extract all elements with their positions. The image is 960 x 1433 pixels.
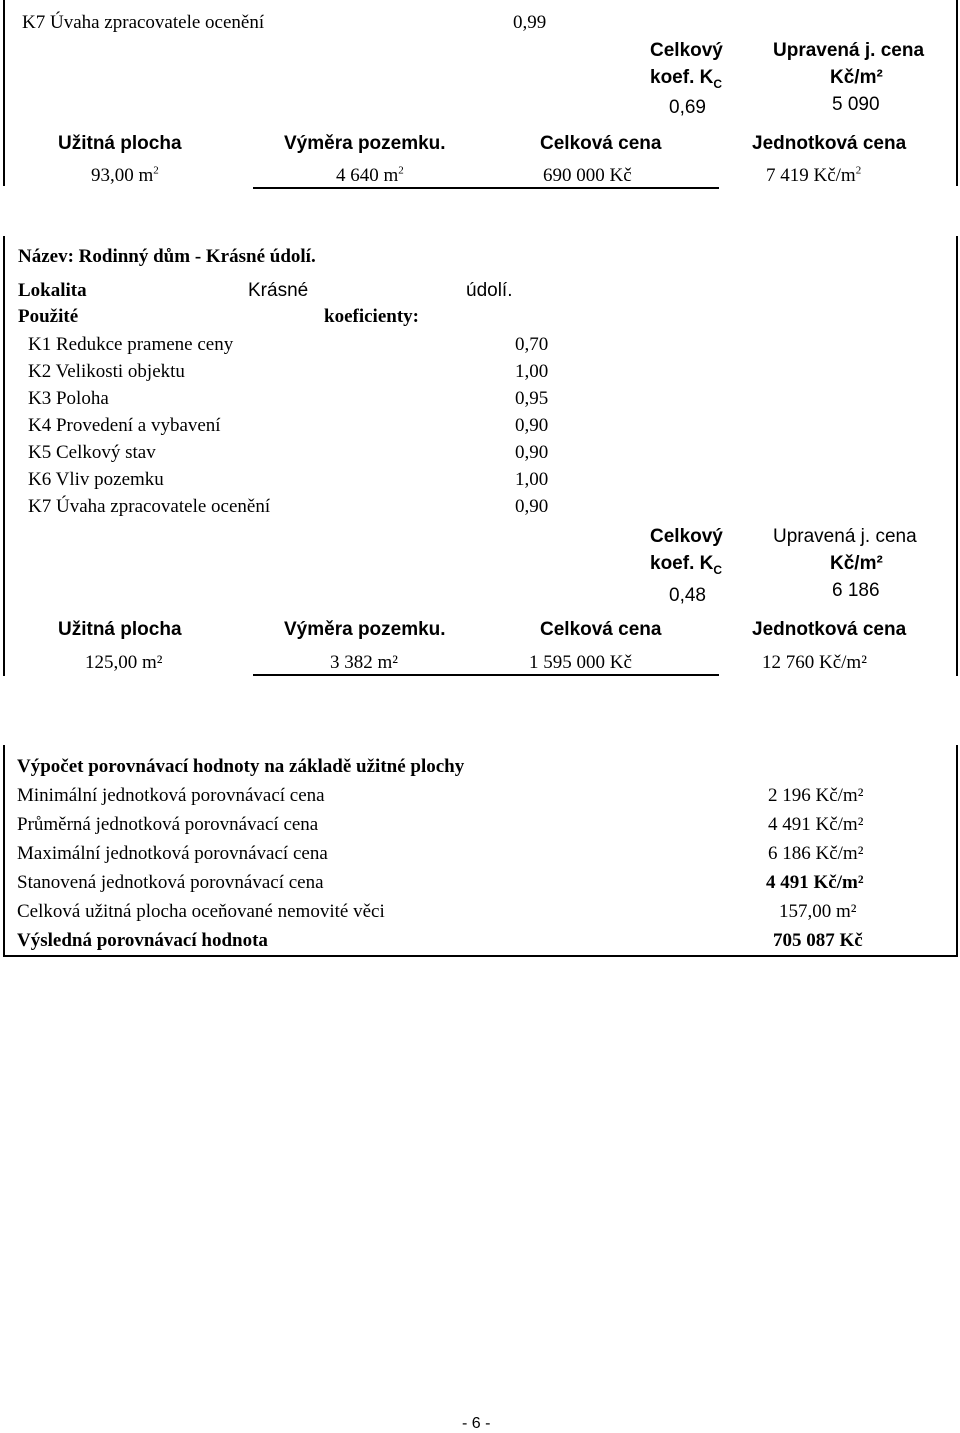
koef-value: 0,69 (669, 97, 706, 118)
summary-value: 4 491 Kč/m² (766, 872, 864, 893)
coef-label: K5 Celkový stav (28, 442, 156, 463)
coef-label: K4 Provedení a vybavení (28, 415, 221, 436)
coef-value: 0,90 (515, 496, 549, 517)
header-koef: koef. $K_C$ (650, 553, 723, 577)
val-uzitna-plocha: 93,00 $m^2$ (91, 164, 159, 186)
section-3-right-border (956, 745, 958, 957)
coef-value: 0,95 (515, 388, 549, 409)
coef-label: K6 Vliv pozemku (28, 469, 164, 490)
section-2-right-border (956, 236, 958, 676)
col-vymera-pozemku: Výměra pozemku. (284, 619, 446, 640)
header-kc-m2: Kč/m² (830, 67, 883, 88)
summary-label: Minimální jednotková porovnávací cena (17, 785, 325, 806)
col-jednotkova-cena: Jednotková cena (752, 619, 907, 640)
val-vymera-pozemku: 3 382 m² (330, 652, 398, 673)
lokalita-word-2: údolí. (466, 280, 513, 301)
section-1-underline (253, 187, 719, 189)
section-1-left-border (3, 0, 5, 186)
pouzite-label: Použité (18, 306, 79, 327)
val-jednotkova-cena: 12 760 Kč/m² (762, 652, 867, 673)
header-celkovy: Celkový (650, 40, 723, 61)
coef-value: 0,90 (515, 442, 549, 463)
upravena-value: 5 090 (832, 94, 880, 115)
section-3-title: Výpočet porovnávací hodnoty na základě užitné plochy (17, 756, 465, 777)
col-vymera-pozemku: Výměra pozemku. (284, 133, 446, 154)
upravena-value: 6 186 (832, 580, 880, 601)
k7-value: 0,99 (513, 12, 547, 33)
coef-label: K7 Úvaha zpracovatele ocenění (28, 496, 271, 517)
col-uzitna-plocha: Užitná plocha (58, 133, 182, 154)
summary-label: Průměrná jednotková porovnávací cena (17, 814, 319, 835)
koeficienty-label: koeficienty: (324, 306, 419, 327)
val-jednotkova-cena: 7 419 $Kč/m^2$ (766, 164, 862, 186)
section-3-bottom-border (3, 955, 958, 957)
col-celkova-cena: Celková cena (540, 619, 662, 640)
coef-label: K3 Poloha (28, 388, 109, 409)
coef-value: 0,70 (515, 334, 549, 355)
coef-label: K1 Redukce pramene ceny (28, 334, 234, 355)
result-value: 705 087 Kč (773, 930, 863, 951)
summary-label: Maximální jednotková porovnávací cena (17, 843, 328, 864)
coef-value: 1,00 (515, 361, 549, 382)
section-1-right-border (956, 0, 958, 186)
header-celkovy: Celkový (650, 526, 723, 547)
header-kc-m2: Kč/m² (830, 553, 883, 574)
lokalita-word-1: Krásné (248, 280, 309, 301)
section-2-underline (253, 674, 719, 676)
summary-value: 2 196 Kč/m² (768, 785, 864, 806)
summary-value: 6 186 Kč/m² (768, 843, 864, 864)
object-name: Název: Rodinný dům - Krásné údolí. (18, 246, 316, 267)
coef-label: K2 Velikosti objektu (28, 361, 185, 382)
page-number: - 6 - (462, 1415, 491, 1432)
result-label: Výsledná porovnávací hodnota (17, 930, 268, 951)
val-uzitna-plocha: 125,00 m² (85, 652, 163, 673)
summary-value: 4 491 Kč/m² (768, 814, 864, 835)
val-vymera-pozemku: 4 640 $m^2$ (336, 164, 404, 186)
header-upravena-cena: Upravená j. cena (773, 40, 925, 61)
col-celkova-cena: Celková cena (540, 133, 662, 154)
coef-value: 1,00 (515, 469, 549, 490)
section-2-left-border (3, 236, 5, 676)
lokalita-label: Lokalita (18, 280, 87, 301)
val-celkova-cena: 1 595 000 Kč (529, 652, 632, 673)
header-upravena-cena: Upravená j. cena (773, 526, 917, 547)
coef-value: 0,90 (515, 415, 549, 436)
col-jednotkova-cena: Jednotková cena (752, 133, 907, 154)
koef-value: 0,48 (669, 585, 706, 606)
summary-label: Stanovená jednotková porovnávací cena (17, 872, 324, 893)
k7-label: K7 Úvaha zpracovatele ocenění (22, 12, 265, 33)
header-koef: koef. $K_C$ (650, 67, 723, 91)
val-celkova-cena: 690 000 Kč (543, 165, 632, 186)
col-uzitna-plocha: Užitná plocha (58, 619, 182, 640)
section-3-left-border (3, 745, 5, 957)
summary-value: 157,00 m² (779, 901, 857, 922)
summary-label: Celková užitná plocha oceňované nemovité věci (17, 901, 385, 922)
